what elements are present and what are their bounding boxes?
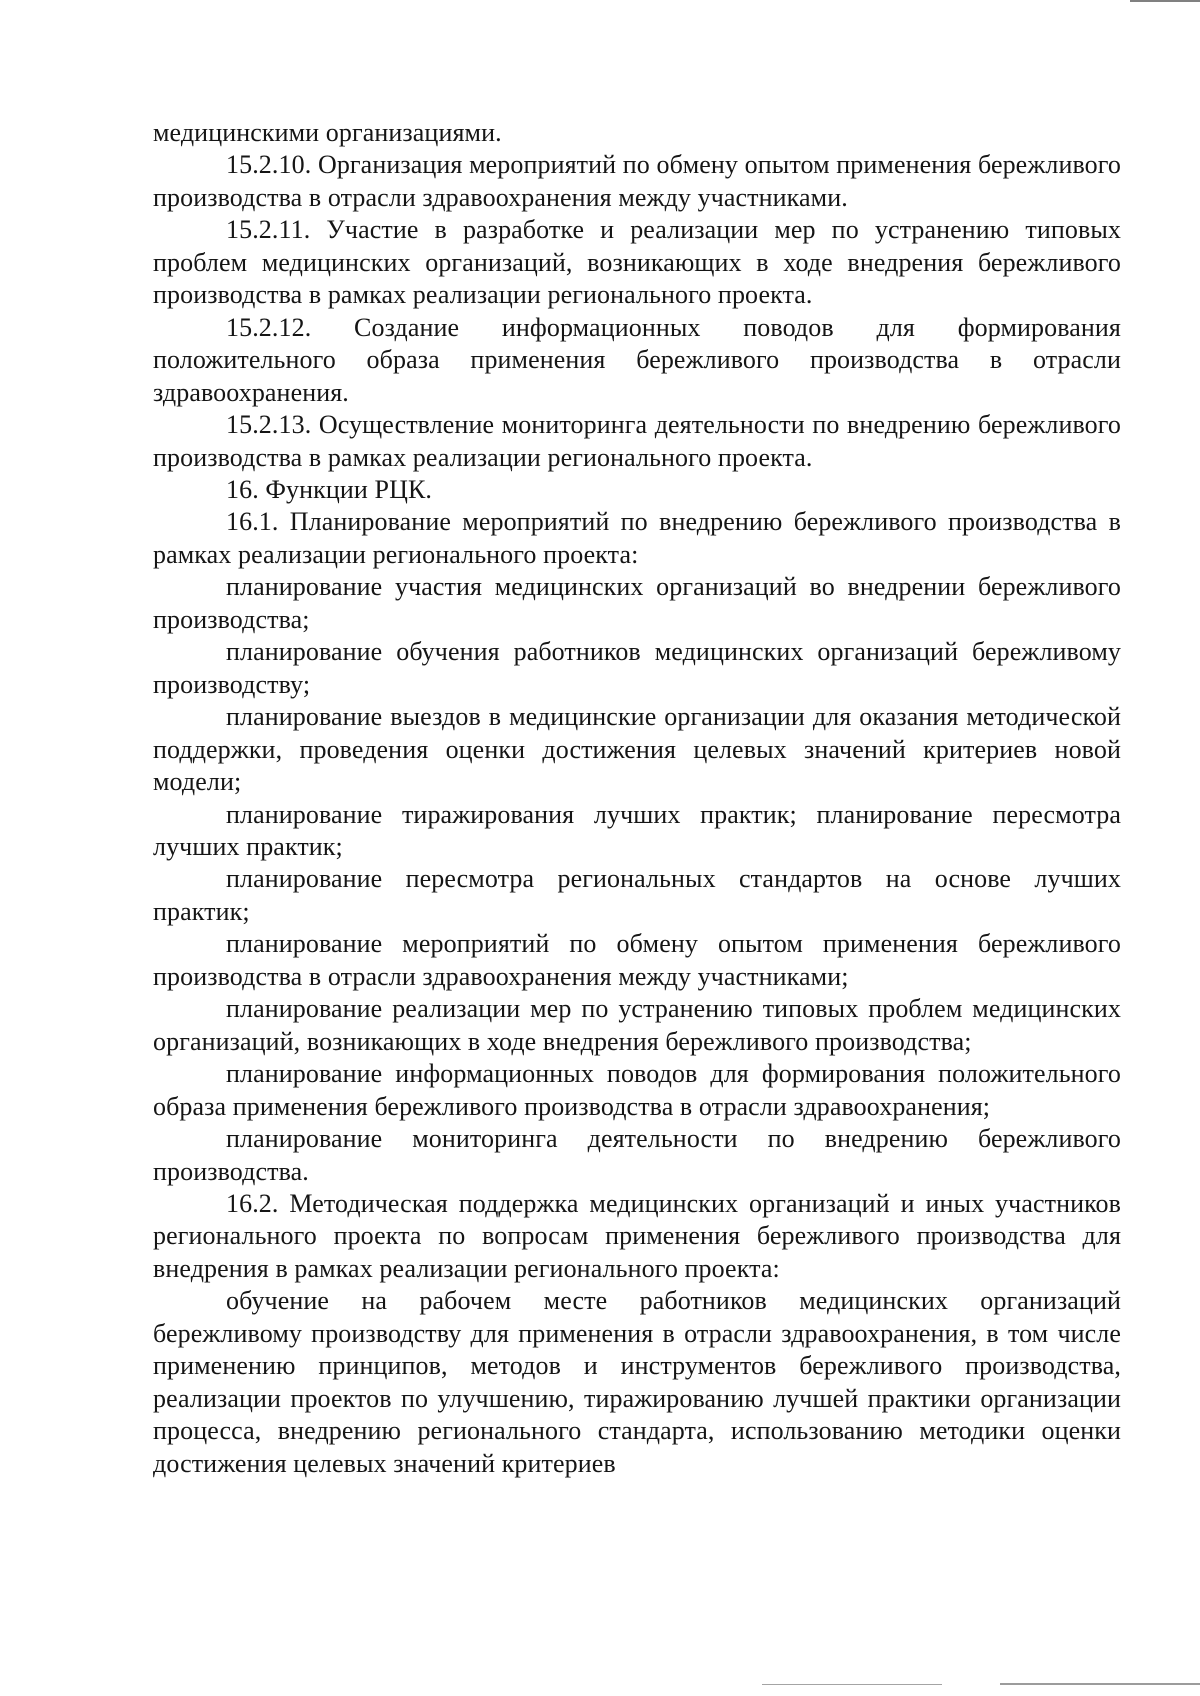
list-item-participation: планирование участия медицинских организаций во внедрении бережливого производства;: [153, 572, 1121, 634]
paragraph-continuation: медицинскими организациями.: [153, 118, 502, 147]
paragraph-15-2-10: 15.2.10. Организация мероприятий по обмену опытом применения бережливого производства в отрасли здравоохранения между участниками.: [153, 150, 1121, 212]
list-item-typical-problems: планирование реализации мер по устранению типовых проблем медицинских организаций, возникающих в ходе внедрения бережливого производства;: [153, 994, 1121, 1056]
paragraph-16-2: 16.2. Методическая поддержка медицинских организаций и иных участников регионального проекта по вопросам применения бережливого производства для внедрения в рамках реализации регионального проекта:: [153, 1188, 1121, 1283]
section-heading-16: 16. Функции РЦК.: [226, 474, 433, 504]
scan-artifact-bottom-right: [1000, 1683, 1200, 1685]
document-body: [153, 117, 1121, 1480]
list-item-workplace-training: обучение на рабочем месте работников медицинских организаций бережливому производству для применения в отрасли здравоохранения, в том числе применению принципов, методов и инструментов бережливого производства, реализации проектов по улучшению, тиражированию лучшей практики организации процесса, внедрению регионального стандарта, использованию методики оценки достижения целевых значений критериев: [153, 1286, 1121, 1478]
scan-artifact-top: [1130, 0, 1200, 2]
paragraph-15-2-11: 15.2.11. Участие в разработке и реализации мер по устранению типовых проблем медицинских организаций, возникающих в ходе внедрения бережливого производства в рамках реализации регионального проекта.: [153, 215, 1121, 310]
list-item-best-practices: планирование тиражирования лучших практик; планирование пересмотра лучших практик;: [153, 799, 1121, 861]
list-item-regional-standards: планирование пересмотра региональных стандартов на основе лучших практик;: [153, 864, 1121, 926]
paragraph-16-1: 16.1. Планирование мероприятий по внедрению бережливого производства в рамках реализации регионального проекта:: [153, 507, 1121, 569]
list-item-experience-exchange: планирование мероприятий по обмену опытом применения бережливого производства в отрасли здравоохранения между участниками;: [153, 929, 1121, 991]
paragraph-15-2-12: 15.2.12. Создание информационных поводов для формирования положительного образа применения бережливого производства в отрасли здравоохранения.: [153, 312, 1121, 407]
list-item-monitoring: планирование мониторинга деятельности по внедрению бережливого производства.: [153, 1124, 1121, 1186]
list-item-training: планирование обучения работников медицинских организаций бережливому производству;: [153, 637, 1121, 699]
paragraph-15-2-13: 15.2.13. Осуществление мониторинга деятельности по внедрению бережливого производства в рамках реализации регионального проекта.: [153, 410, 1121, 472]
list-item-information: планирование информационных поводов для формирования положительного образа применения бережливого производства в отрасли здравоохранения;: [153, 1059, 1121, 1121]
scan-artifact-bottom-left: [762, 1684, 942, 1685]
list-item-visits: планирование выездов в медицинские организации для оказания методической поддержки, проведения оценки достижения целевых значений критериев новой модели;: [153, 702, 1121, 797]
